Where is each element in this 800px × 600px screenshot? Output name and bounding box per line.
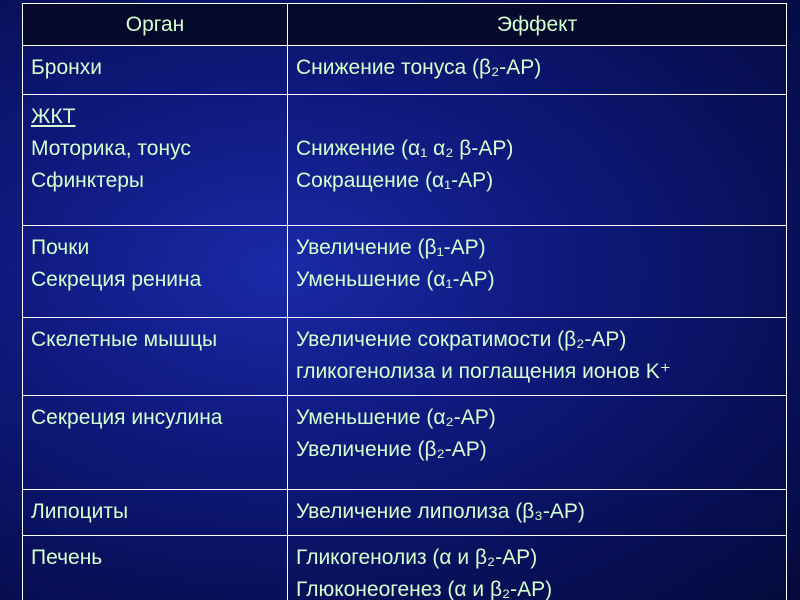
organ-text: Почки <box>31 236 90 259</box>
organ-text: Сфинктеры <box>31 169 145 192</box>
gi-tract-link[interactable]: ЖКТ <box>31 105 76 128</box>
effect-text: Глюконеогенез (α и β₂-АР) <box>296 578 553 600</box>
effect-text: Сокращение (α₁-АР) <box>296 169 494 192</box>
organ-text: Печень <box>31 546 103 569</box>
organ-text: Секреция ренина <box>31 268 202 291</box>
effect-cell <box>288 46 787 95</box>
organ-cell <box>23 536 288 600</box>
organ-cell <box>23 318 288 396</box>
organ-cell <box>23 396 288 490</box>
organ-text: Секреция инсулина <box>31 406 223 429</box>
effect-text: Уменьшение (α₁-АР) <box>296 268 495 291</box>
table-row <box>23 490 787 536</box>
organ-cell <box>23 46 288 95</box>
adrenergic-effects-table <box>22 3 787 600</box>
effect-cell <box>288 318 787 396</box>
organ-text: Скелетные мышцы <box>31 328 218 351</box>
effect-text: Увеличение сократимости (β₂-АР) <box>296 328 627 351</box>
organ-cell <box>23 95 288 226</box>
table-row <box>23 536 787 600</box>
organ-cell <box>23 226 288 318</box>
effect-text: Снижение тонуса (β₂-АР) <box>296 56 542 79</box>
effect-text: Увеличение (β₂-АР) <box>296 438 487 461</box>
effect-text: Увеличение липолиза (β₃-АР) <box>296 500 585 523</box>
table-header-row <box>23 4 787 46</box>
effect-text: Увеличение (β₁-АР) <box>296 236 486 259</box>
table-row <box>23 95 787 226</box>
table-row <box>23 396 787 490</box>
effect-text: гликогенолиза и поглащения ионов K⁺ <box>296 360 671 383</box>
effect-cell <box>288 95 787 226</box>
organ-text: Бронхи <box>31 56 102 79</box>
effect-text: Гликогенолиз (α и β₂-АР) <box>296 546 538 569</box>
effect-cell <box>288 226 787 318</box>
organ-text: Моторика, тонус <box>31 137 191 160</box>
effect-cell <box>288 396 787 490</box>
table-row <box>23 46 787 95</box>
table-row <box>23 318 787 396</box>
effect-text: Снижение (α₁ α₂ β-АР) <box>296 137 514 160</box>
organ-text: Липоциты <box>31 500 129 523</box>
effect-cell <box>288 536 787 600</box>
header-effect: Эффект <box>288 4 787 46</box>
header-organ: Орган <box>23 4 288 46</box>
effect-text: Уменьшение (α₂-АР) <box>296 406 496 429</box>
organ-cell <box>23 490 288 536</box>
effect-cell <box>288 490 787 536</box>
table-row <box>23 226 787 318</box>
